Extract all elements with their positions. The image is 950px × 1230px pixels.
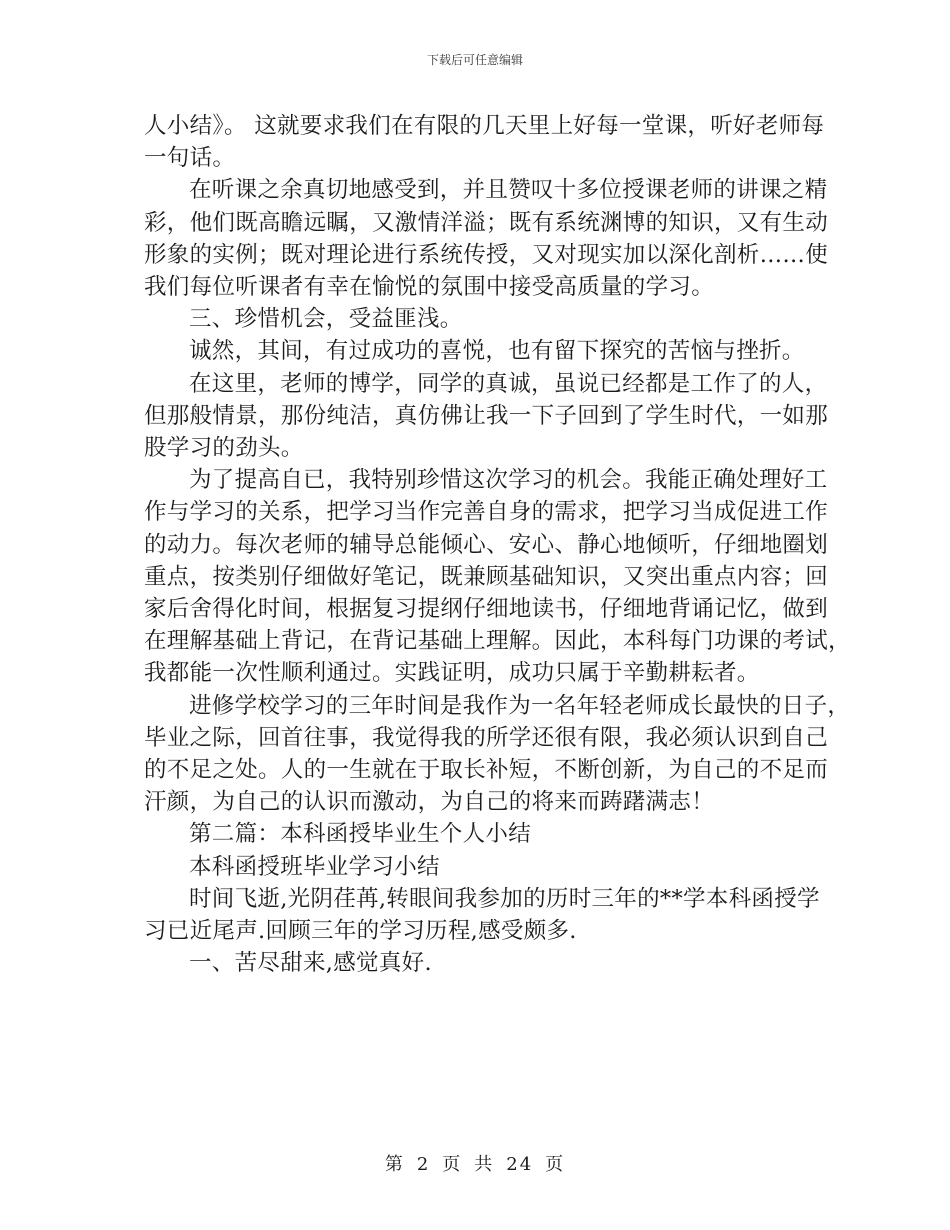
text-line: 的动力。每次老师的辅导总能倾心、安心、静心地倾听，仔细地圈划 xyxy=(144,531,829,558)
text-line: 习已近尾声.回顾三年的学习历程,感受颇多. xyxy=(144,918,577,945)
text-line: 进修学校学习的三年时间是我作为一名年轻老师成长最快的日子， xyxy=(189,692,851,719)
text-line: 的不足之处。人的一生就在于取长补短，不断创新，为自己的不足而 xyxy=(144,757,829,784)
text-line: 人小结》。 这就要求我们在有限的几天里上好每一堂课，听好老师每 xyxy=(144,113,825,139)
chapter-heading: 第二篇：本科函授毕业生个人小结 xyxy=(189,821,532,848)
text-line: 家后舍得化时间，根据复习提纲仔细地读书，仔细地背诵记忆，做到 xyxy=(144,596,829,623)
text-line: 彩，他们既高瞻远瞩，又激情洋溢；既有系统渊博的知识，又有生动 xyxy=(144,209,829,236)
text-line: 为了提高自已，我特别珍惜这次学习的机会。我能正确处理好工 xyxy=(189,467,828,494)
text-line: 我都能一次性顺利通过。实践证明，成功只属于辛勤耕耘者。 xyxy=(144,660,760,687)
footer-total-pages: 24 xyxy=(506,1154,534,1175)
text-line: 时间飞逝,光阴荏苒,转眼间我参加的历时三年的**学本科函授学 xyxy=(189,885,820,912)
text-line: 我们每位听课者有幸在愉悦的氛围中接受高质量的学习。 xyxy=(144,274,715,301)
chapter-subtitle: 本科函授班毕业学习小结 xyxy=(189,853,440,880)
text-line: 在听课之余真切地感受到，并且赞叹十多位授课老师的讲课之精 xyxy=(189,177,828,204)
footer-suffix: 页 xyxy=(545,1154,566,1175)
text-line: 在这里，老师的博学，同学的真诚，虽说已经都是工作了的人， xyxy=(189,370,828,397)
text-line: 股学习的劲头。 xyxy=(144,435,304,462)
text-line: 一句话。 xyxy=(144,145,236,172)
text-line: 作与学习的关系，把学习当作完善自身的需求，把学习当成促进工作 xyxy=(144,499,829,526)
text-line: 在理解基础上背记，在背记基础上理解。因此，本科每门功课的考试， xyxy=(144,628,851,655)
section-heading: 三、珍惜机会，受益匪浅。 xyxy=(189,306,463,333)
footer-page-number: 2 xyxy=(416,1154,431,1175)
body-text xyxy=(144,110,851,979)
text-line: 但那般情景，那份纯洁，真仿佛让我一下子回到了学生时代，一如那 xyxy=(144,402,829,429)
text-line: 重点，按类别仔细做好笔记，既兼顾基础知识，又突出重点内容；回 xyxy=(144,563,829,590)
section-heading: 一、苦尽甜来,感觉真好. xyxy=(189,950,432,977)
text-line: 毕业之际，回首往事，我觉得我的所学还很有限，我必须认识到自己 xyxy=(144,724,829,751)
page-footer xyxy=(0,1153,950,1177)
header-note: 下载后可任意编辑 xyxy=(426,53,523,67)
text-line: 诚然，其间，有过成功的喜悦，也有留下探究的苦恼与挫折。 xyxy=(189,338,805,365)
footer-prefix: 第 xyxy=(384,1154,405,1175)
footer-mid: 页 xyxy=(442,1154,463,1175)
footer-total-word: 共 xyxy=(474,1154,495,1175)
text-line: 汗颜，为自己的认识而激动，为自己的将来而踌躇满志！ xyxy=(144,789,715,816)
text-line: 形象的实例；既对理论进行系统传授，又对现实加以深化剖析……使 xyxy=(144,241,829,268)
